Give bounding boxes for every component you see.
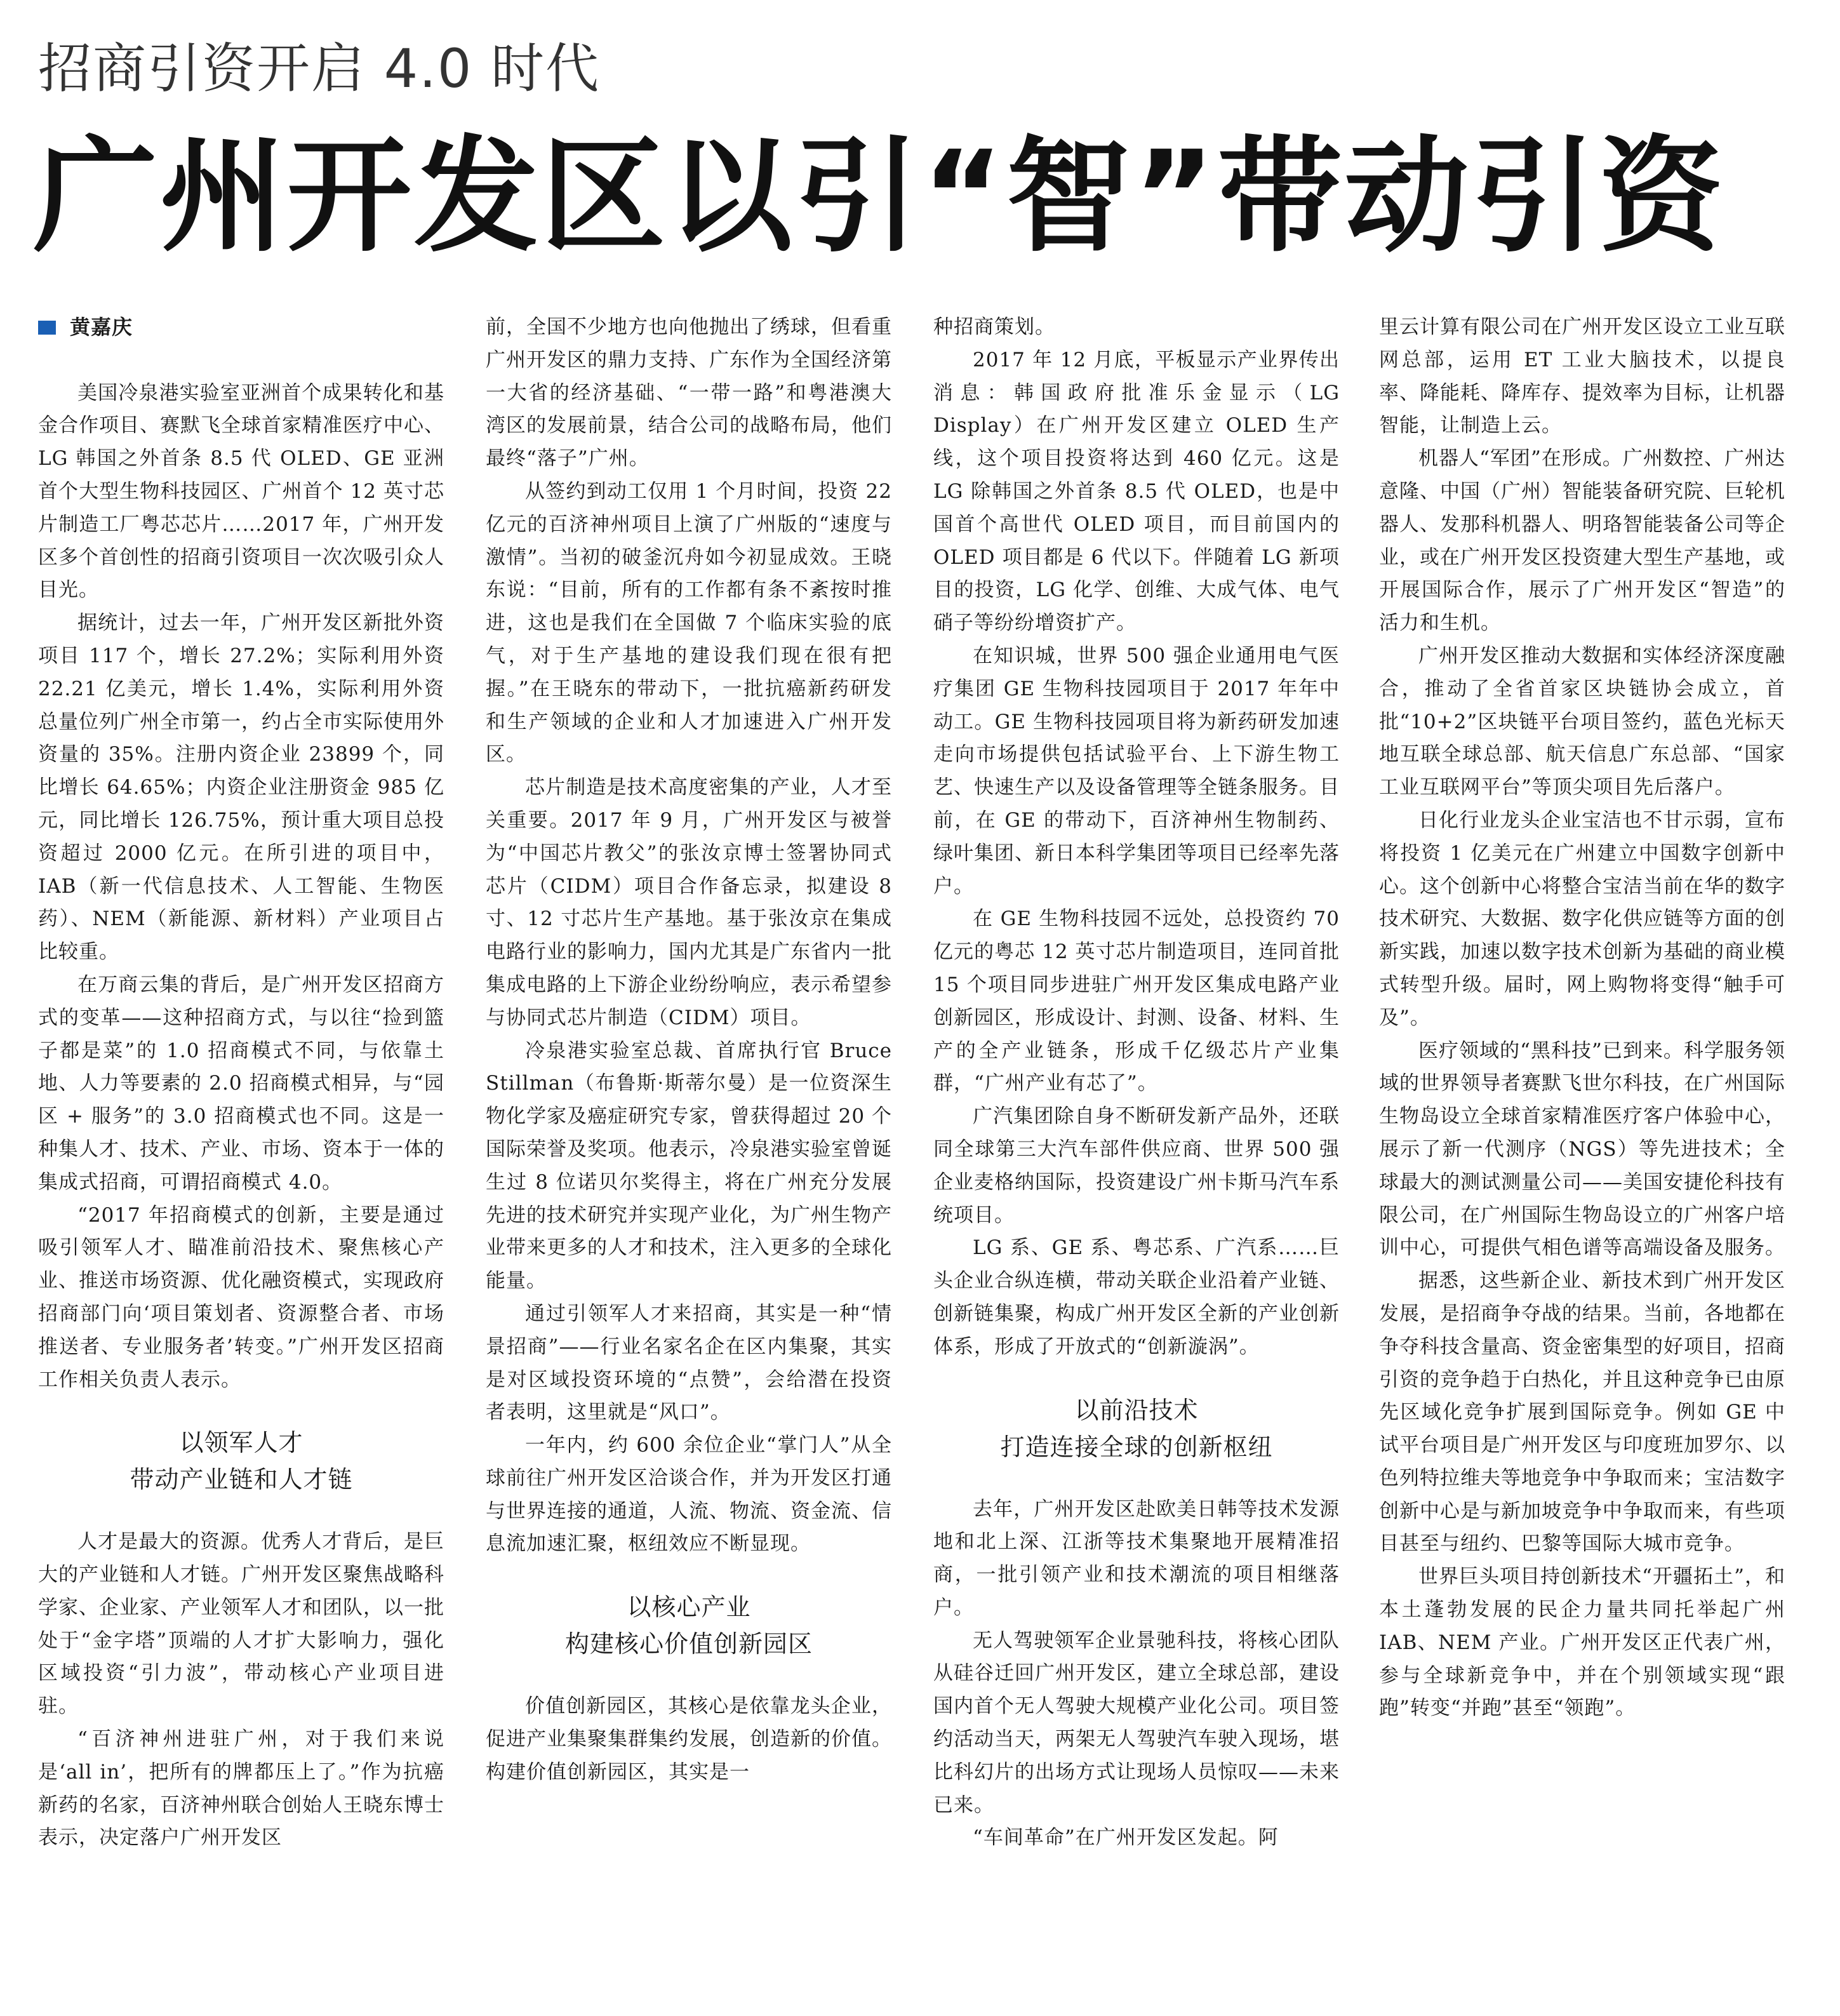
paragraph: 价值创新园区，其核心是依靠龙头企业，促进产业集聚集群集约发展，创造新的价值。构建价值创新园区，其实是一 — [486, 1695, 892, 1784]
paragraph: 在 GE 生物科技园不远处，总投资约 70 亿元的粤芯 12 英寸芯片制造项目，连同首批 15 个项目同步进驻广州开发区集成电路产业创新园区，形成设计、封测、设备、材料、生产的全产业链条，形成千亿级芯片产业集群，“广州产业有芯了”。 — [933, 907, 1340, 1095]
paragraph: 人才是最大的资源。优秀人才背后，是巨大的产业链和人才链。广州开发区聚焦战略科学家、企业家、产业领军人才和团队，以一批处于“金字塔”顶端的人才扩大影响力，强化区域投资“引力波”，带动核心产业项目进驻。 — [38, 1530, 444, 1718]
paragraph: 世界巨头项目持创新技术“开疆拓土”，和本土蓬勃发展的民企力量共同托举起广州 IAB、NEM 产业。广州开发区正代表广州，参与全球新竞争中，并在个别领域实现“跟跑”转变“并跑”甚至“领跑”。 — [1379, 1565, 1785, 1720]
paragraph: 通过引领军人才来招商，其实是一种“情景招商”——行业名家名企在区内集聚，其实是对区域投资环境的“点赞”，会给潜在投资者表明，这里就是“风口”。 — [486, 1302, 892, 1424]
paragraph: 冷泉港实验室总裁、首席执行官 Bruce Stillman（布鲁斯·斯蒂尔曼）是一位资深生物化学家及癌症研究专家，曾获得超过 20 个国际荣誉及奖项。他表示，冷泉港实验室曾诞生过 8 位诺贝尔奖得主，将在广州充分发展先进的技术研究并实现产业化，为广州生物产业带来更多的人才和技术，注入更多的全球化能量。 — [486, 1039, 892, 1293]
paragraph: 无人驾驶领军企业景驰科技，将核心团队从硅谷迁回广州开发区，建立全球总部，建设国内首个无人驾驶大规模产业化公司。项目签约活动当天，两架无人驾驶汽车驶入现场，堪比科幻片的出场方式让现场人员惊叹——未来已来。 — [933, 1629, 1340, 1817]
article-column-1 — [38, 311, 444, 1855]
paragraph: 日化行业龙头企业宝洁也不甘示弱，宣布将投资 1 亿美元在广州建立中国数字创新中心。这个创新中心将整合宝洁当前在华的数字技术研究、大数据、数字化供应链等方面的创新实践，加速以数字技术创新为基础的商业模式转型升级。届时，网上购物将变得“触手可及”。 — [1379, 808, 1785, 1029]
paragraph: 前，全国不少地方也向他抛出了绣球，但看重广州开发区的鼎力支持、广东作为全国经济第一大省的经济基础、“一带一路”和粤港澳大湾区的发展前景，结合公司的战略布局，他们最终“落子”广州。 — [486, 316, 892, 471]
paragraph: “2017 年招商模式的创新，主要是通过吸引领军人才、瞄准前沿技术、聚焦核心产业、推送市场资源、优化融资模式，实现政府招商部门向‘项目策划者、资源整合者、市场推送者、专业服务者’转变。”广州开发区招商工作相关负责人表示。 — [38, 1203, 444, 1391]
paragraph: 芯片制造是技术高度密集的产业，人才至关重要。2017 年 9 月，广州开发区与被誉为“中国芯片教父”的张汝京博士签署协同式芯片（CIDM）项目合作备忘录，拟建设 8 寸、12 寸芯片生产基地。基于张汝京在集成电路行业的影响力，国内尤其是广东省内一批集成电路的上下游企业纷纷响应，表示希望参与协同式芯片制造（CIDM）项目。 — [486, 776, 892, 1029]
paragraph: 种招商策划。 — [933, 316, 1055, 338]
paragraph: 2017 年 12 月底，平板显示产业界传出消息：韩国政府批准乐金显示（LG Display）在广州开发区建立 OLED 生产线，这个项目投资将达到 460 亿元。这是 LG 除韩国之外首条 8.5 代 OLED，也是中国首个高世代 OLED 项目，而目前国内的 OLED 项目都是 6 代以下。伴随着 LG 新项目的投资，LG 化学、创维、大成气体、电气硝子等纷纷增资扩产。 — [933, 348, 1340, 635]
section-heading — [38, 1424, 444, 1498]
section-heading — [933, 1392, 1340, 1465]
kicker-headline: 招商引资开启 4.0 时代 — [38, 37, 600, 100]
paragraph: 在万商云集的背后，是广州开发区招商方式的变革——这种招商方式，与以往“捡到篮子都是菜”的 1.0 招商模式不同，与依靠土地、人力等要素的 2.0 招商模式相异，与“园区 + 服务”的 3.0 招商模式也不同。这是一种集人才、技术、产业、市场、资本于一体的集成式招商，可谓招商模式 4.0。 — [38, 973, 444, 1194]
paragraph: 一年内，约 600 余位企业“掌门人”从全球前往广州开发区洽谈合作，并为开发区打通与世界连接的通道，人流、物流、资金流、信息流加速汇聚，枢纽效应不断显现。 — [486, 1434, 892, 1556]
article-column-3 — [933, 311, 1340, 1855]
paragraph: 从签约到动工仅用 1 个月时间，投资 22 亿元的百济神州项目上演了广州版的“速度与激情”。当初的破釜沉舟如今初显成效。王晓东说：“目前，所有的工作都有条不紊按时推进，这也是我们在全国做 7 个临床实验的底气，对于生产基地的建设我们现在很有把握。”在王晓东的带动下，一批抗癌新药研发和生产领域的企业和人才加速进入广州开发区。 — [486, 479, 892, 766]
paragraph: 里云计算有限公司在广州开发区设立工业互联网总部，运用 ET 工业大脑技术，以提良率、降能耗、降库存、提效率为目标，让机器智能，让制造上云。 — [1379, 316, 1785, 437]
section-heading-line: 构建核心价值创新园区 — [564, 1630, 813, 1659]
paragraph: 在知识城，世界 500 强企业通用电气医疗集团 GE 生物科技园项目于 2017 年年中动工。GE 生物科技园项目将为新药研发加速走向市场提供包括试验平台、上下游生物工艺、快速生产以及设备管理等全链条服务。目前，在 GE 的带动下，百济神州生物制药、绿叶集团、新日本科学集团等项目已经率先落户。 — [933, 644, 1340, 898]
paragraph: 广汽集团除自身不断研发新产品外，还联同全球第三大汽车部件供应商、世界 500 强企业麦格纳国际，投资建设广州卡斯马汽车系统项目。 — [933, 1105, 1340, 1227]
author-name: 黄嘉庆 — [70, 315, 133, 339]
section-heading-line: 打造连接全球的创新枢纽 — [1000, 1432, 1273, 1461]
section-heading-line: 以领军人才 — [179, 1429, 303, 1457]
paragraph: “百济神州进驻广州，对于我们来说是‘all in’，把所有的牌都压上了。”作为抗癌新药的名家，百济神州联合创始人王晓东博士表示，决定落户广州开发区 — [38, 1728, 444, 1850]
article-column-4 — [1379, 311, 1785, 1725]
paragraph: 据悉，这些新企业、新技术到广州开发区发展，是招商争夺战的结果。当前，各地都在争夺科技含量高、资金密集型的好项目，招商引资的竞争趋于白热化，并且这种竞争已由原先区域化竞争扩展到国际竞争。例如 GE 中试平台项目是广州开发区与印度班加罗尔、以色列特拉维夫等地竞争中争取而来；宝洁数字创新中心是与新加坡竞争中争取而来，有些项目甚至与纽约、巴黎等国际大城市竞争。 — [1379, 1269, 1785, 1556]
byline — [38, 311, 444, 344]
paragraph: 医疗领域的“黑科技”已到来。科学服务领域的世界领导者赛默飞世尔科技，在广州国际生物岛设立全球首家精准医疗客户体验中心，展示了新一代测序（NGS）等先进技术；全球最大的测试测量公司——美国安捷伦科技有限公司，在广州国际生物岛设立的广州客户培训中心，可提供气相色谱等高端设备及服务。 — [1379, 1039, 1785, 1260]
paragraph: 去年，广州开发区赴欧美日韩等技术发源地和北上深、江浙等技术集聚地开展精准招商，一批引领产业和技术潮流的项目相继落户。 — [933, 1497, 1340, 1619]
paragraph: 广州开发区推动大数据和实体经济深度融合，推动了全省首家区块链协会成立，首批“10+2”区块链平台项目签约，蓝色光标天地互联全球总部、航天信息广东总部、“国家工业互联网平台”等顶尖项目先后落户。 — [1379, 644, 1785, 799]
section-heading-line: 以前沿技术 — [1074, 1396, 1199, 1424]
paragraph: 美国冷泉港实验室亚洲首个成果转化和基金合作项目、赛默飞全球首家精准医疗中心、LG 韩国之外首条 8.5 代 OLED、GE 亚洲首个大型生物科技园区、广州首个 12 英寸芯片制造工厂粤芯芯片……2017 年，广州开发区多个首创性的招商引资项目一次次吸引众人目光。 — [38, 381, 444, 602]
paragraph: “车间革命”在广州开发区发起。阿 — [973, 1826, 1279, 1850]
section-heading-line: 带动产业链和人才链 — [130, 1465, 353, 1494]
main-headline: 广州开发区以引“智”带动引资 — [33, 124, 1726, 269]
paragraph: 机器人“军团”在形成。广州数控、广州达意隆、中国（广州）智能装备研究院、巨轮机器人、发那科机器人、明珞智能装备公司等企业，或在广州开发区投资建大型生产基地，或开展国际合作，展示了广州开发区“智造”的活力和生机。 — [1379, 447, 1785, 635]
section-heading-line: 以核心产业 — [627, 1593, 751, 1622]
paragraph: LG 系、GE 系、粤芯系、广汽系……巨头企业合纵连横，带动关联企业沿着产业链、创新链集聚，构成广州开发区全新的产业创新体系，形成了开放式的“创新漩涡”。 — [933, 1236, 1340, 1358]
section-heading — [486, 1589, 892, 1662]
paragraph: 据统计，过去一年，广州开发区新批外资项目 117 个，增长 27.2%；实际利用外资 22.21 亿美元，增长 1.4%，实际利用外资总量位列广州全市第一，约占全市实际使用外资量的 35%。注册内资企业 23899 个，同比增长 64.65%；内资企业注册资金 985 亿元，同比增长 126.75%，预计重大项目总投资超过 2000 亿元。在所引进的项目中，IAB（新一代信息技术、人工智能、生物医药）、NEM（新能源、新材料）产业项目占比较重。 — [38, 611, 444, 964]
article-column-2 — [486, 311, 892, 1789]
square-bullet-icon — [38, 321, 56, 335]
